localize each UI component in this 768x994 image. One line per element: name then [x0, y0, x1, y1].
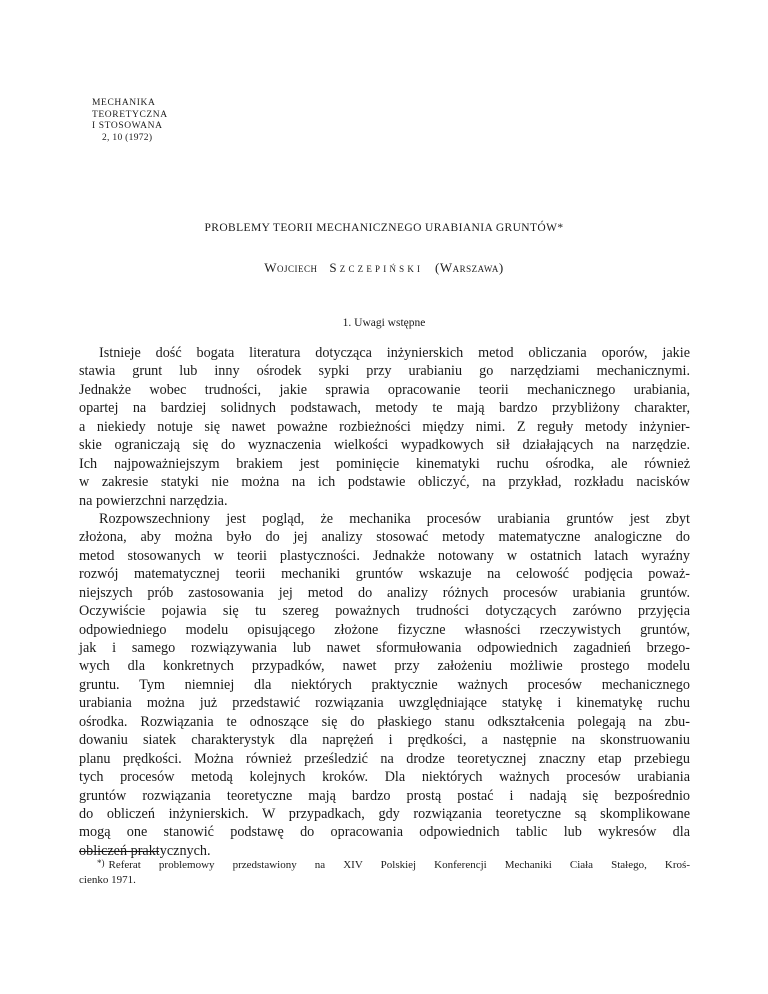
journal-name-line-3: I STOSOWANA [92, 121, 163, 131]
text-line: Oczywiście pojawia się tu szereg poważnych trudności dotyczących zarówno przyjęcia [79, 603, 690, 620]
text-line: gruntów rozwiązania teoretyczne mają bardzo prostą postać i nadają się bezpośrednio [79, 787, 690, 804]
journal-name-line-2: TEORETYCZNA [92, 109, 168, 120]
text-line: stawia grunt lub inny ośrodek sypki przy urabianiu go narzędziami mechanicznymi. [79, 363, 690, 380]
journal-issue: 2, 10 (1972) [102, 132, 153, 143]
text-line: na powierzchni narzędzia. [79, 492, 228, 509]
text-line: Rozpowszechniony jest pogląd, że mechanika procesów urabiania gruntów jest zbyt [99, 510, 690, 527]
text-line: gruntu. Tym niemniej dla niektórych praktycznie ważnych procesów mechanicznego [79, 676, 690, 693]
text-line: rozwój matematycznej teorii mechaniki gruntów wskazuje na celowość podjęcia poważ- [79, 566, 690, 583]
text-line: ośrodka. Rozwiązania te odnoszące się do płaskiego stanu odkształcenia polegają na zbu- [79, 713, 690, 730]
footnote-text-1: Referat problemowy przedstawiony na XIV Polskiej Konferencji Mechaniki Ciała Stałego, Kroś- [108, 859, 690, 871]
text-line: planu prędkości. Można również prześledzić na drodze teoretycznej znaczny etap przebiegu [79, 750, 690, 767]
footnote-mark: *) [97, 858, 105, 868]
footnote [79, 856, 690, 888]
paragraph-1 [79, 344, 690, 510]
text-line: tych procesów metodą kolejnych kroków. Dla niektórych ważnych procesów urabiania [79, 769, 690, 786]
footnote-divider [79, 851, 159, 852]
text-line: obliczeń praktycznych. [79, 842, 211, 859]
text-line: skie ograniczają się do wyznaczenia wielkości wypadkowych sił działających na narzędzie. [79, 437, 690, 454]
footnote-line-2: cienko 1971. [79, 874, 136, 886]
author-affiliation: (Warszawa) [435, 260, 504, 275]
text-line: opartej na bardziej solidnych podstawach, metody te mają bardzo przybliżony charakter, [79, 400, 690, 417]
journal-header [92, 98, 168, 144]
text-line: urabiania można już przedstawić rozwiązania uwzględniające statykę i kinematykę ruchu [79, 695, 690, 712]
author-line [0, 260, 768, 276]
footnote-line-1 [79, 856, 690, 873]
section-heading: 1. Uwagi wstępne [342, 317, 426, 329]
text-line: w zakresie statyki nie można na ich podstawie obliczyć, na przykład, rozkładu nacisków [79, 474, 690, 491]
text-line: odpowiedniego modelu opisującego złożone fizyczne własności rzeczywistych gruntów, [79, 621, 690, 638]
author-first-name: Wojciech [264, 260, 318, 275]
text-line: jak i samego rozwiązywania lub nawet sformułowania odpowiednich zagadnień brzego- [79, 640, 690, 656]
text-line: Ich najpoważniejszym brakiem jest pominięcie kinematyki ruchu ośrodka, ale również [79, 455, 690, 472]
text-line: do obliczeń inżynierskich. W przypadkach, gdy rozwiązania teoretyczne są skomplikowane [79, 805, 690, 822]
text-line: mogą one stanowić podstawę do opracowania odpowiednich tablic lub wykresów dla [79, 824, 690, 841]
author-surname: Szczepiński [329, 260, 424, 275]
text-line: Istnieje dość bogata literatura dotycząca inżynierskich metod obliczania oporów, jakie [99, 345, 690, 361]
text-line: złożona, aby można było do jej analizy stosować metody matematyczne analogiczne do [79, 529, 690, 546]
paragraph-2 [79, 510, 690, 860]
text-line: dowaniu siatek charakterystyk dla naprężeń i prędkości, a następnie na skonstruowaniu [79, 732, 690, 749]
article-title: PROBLEMY TEORII MECHANICZNEGO URABIANIA GRUNTÓW* [204, 222, 564, 234]
journal-name-line-1: MECHANIKA [92, 98, 156, 108]
text-line: a niekiedy notuje się nawet poważne rozbieżności między nimi. Z reguły metody inżynier- [79, 418, 690, 435]
text-line: Jednakże wobec trudności, jakie sprawia opracowanie teorii mechanicznego urabiania, [79, 381, 690, 398]
body-text [79, 344, 690, 860]
text-line: wych dla konkretnych przypadków, nawet przy założeniu możliwie prostego modelu [79, 658, 690, 675]
text-line: niejszych prób zastosowania jej metod do analizy różnych procesów urabiania gruntów. [79, 584, 690, 601]
text-line: metod stosowanych w teorii plastyczności. Jednakże notowany w ostatnich latach wyraźny [79, 547, 690, 564]
